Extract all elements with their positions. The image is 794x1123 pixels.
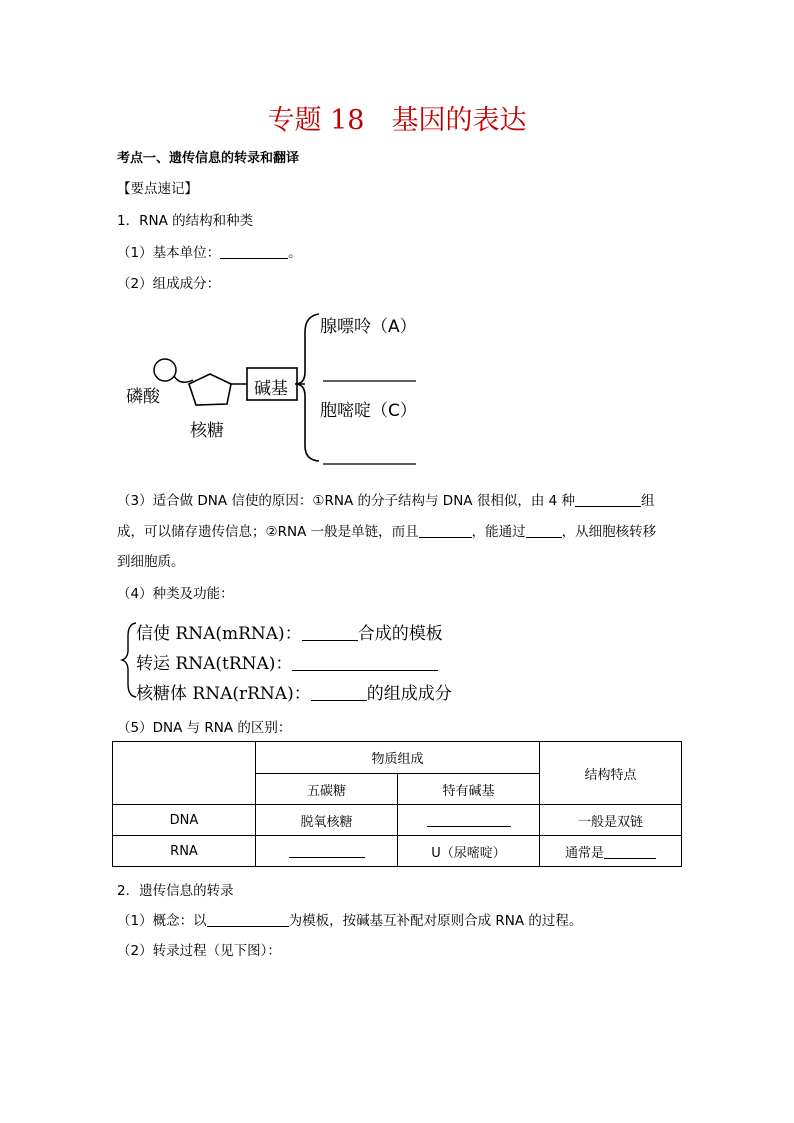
q3-text-a: （3）适合做 DNA 信使的原因：①RNA 的分子结构与 DNA 很相似，由 4 种: [117, 493, 575, 509]
item-1-heading: 1．RNA 的结构和种类: [117, 213, 254, 229]
header-base: 特有碱基: [398, 774, 540, 805]
header-substance: 物质组成: [256, 742, 540, 774]
concept-text-a: （1）概念：以: [117, 913, 207, 929]
q3-text-b: 组: [641, 493, 655, 509]
transcription-concept: [117, 909, 582, 929]
q3-text-e: ，从细胞核转移: [561, 524, 657, 540]
question-4: （4）种类及功能：: [117, 586, 234, 602]
blank-rrna[interactable]: [311, 683, 367, 701]
blank-mrna[interactable]: [302, 623, 358, 641]
dna-rna-comparison-table: [112, 741, 682, 867]
header-structure: 结构特点: [540, 742, 682, 805]
blank-ribose[interactable]: [289, 843, 365, 858]
dna-structure: 一般是双链: [540, 805, 682, 836]
rna-structure-cell: [540, 836, 682, 867]
blank-single-strand[interactable]: [604, 844, 656, 859]
label-phosphate: 磷酸: [126, 387, 160, 407]
dna-base-cell: [398, 805, 540, 836]
table-corner-cell: [113, 742, 256, 805]
rrna-label: 核糖体 RNA(rRNA)：: [136, 684, 311, 704]
label-cytosine: 胞嘧啶（C）: [320, 401, 417, 421]
blank-template[interactable]: [207, 912, 289, 927]
row-label-dna: DNA: [113, 805, 256, 836]
rrna-end: 的组成成分: [366, 684, 452, 704]
label-adenine: 腺嘌呤（A）: [320, 317, 417, 337]
q3-text-d: ，能通过: [471, 524, 526, 540]
type-trna: [136, 649, 438, 674]
type-mrna: [136, 619, 443, 644]
question-1-text: （1）基本单位：: [117, 245, 221, 261]
header-sugar: 五碳糖: [256, 774, 398, 805]
dna-sugar: 脱氧核糖: [256, 805, 398, 836]
table-row: [113, 742, 682, 774]
page-title: 专题 18 基因的表达: [267, 105, 527, 136]
rna-structure-text: 通常是: [564, 845, 604, 861]
blank-thymine[interactable]: [427, 812, 511, 827]
blank-trna[interactable]: [292, 653, 438, 671]
trna-label: 转运 RNA(tRNA)：: [136, 654, 293, 674]
rna-base: U（尿嘧啶）: [398, 836, 540, 867]
question-2: （2）组成成分：: [117, 276, 221, 292]
type-rrna: [136, 679, 452, 704]
rna-sugar-cell: [256, 836, 398, 867]
mrna-end: 合成的模板: [357, 624, 443, 644]
table-row: [113, 836, 682, 867]
label-base: 碱基: [254, 379, 288, 399]
question-1-end: 。: [288, 245, 302, 261]
mrna-label: 信使 RNA(mRNA)：: [136, 624, 302, 644]
section-heading: 考点一、遗传信息的转录和翻译: [117, 151, 300, 166]
item-2-heading: 2．遗传信息的转录: [117, 883, 234, 899]
question-5: （5）DNA 与 RNA 的区别：: [117, 720, 292, 736]
transcription-process: （2）转录过程（见下图）：: [117, 943, 281, 959]
concept-text-b: 为模板，按碱基互补配对原则合成 RNA 的过程。: [288, 913, 583, 929]
question-3-line-3: 到细胞质。: [117, 554, 185, 570]
key-points-heading: 【要点速记】: [117, 181, 198, 197]
table-row: [113, 805, 682, 836]
row-label-rna: RNA: [113, 836, 256, 867]
q3-text-c: 成，可以储存遗传信息；②RNA 一般是单链，而且: [117, 524, 419, 540]
label-ribose: 核糖: [190, 421, 224, 441]
